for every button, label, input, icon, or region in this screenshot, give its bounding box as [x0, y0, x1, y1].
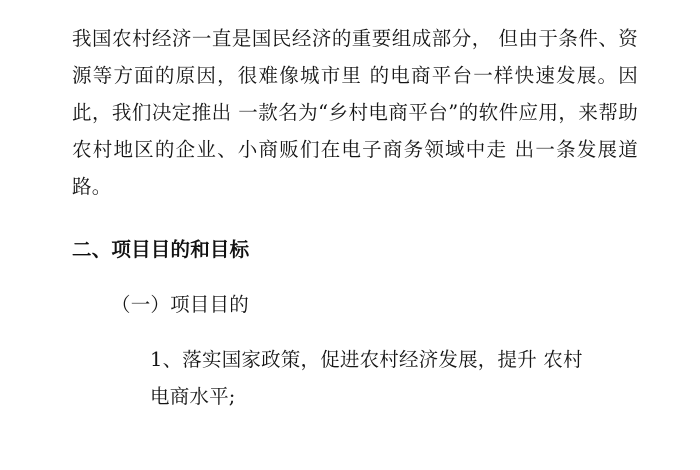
- sub-heading-spacer: [72, 323, 638, 341]
- section-heading: 二、项目目的和目标: [72, 238, 250, 261]
- sub-section-heading: （一）项目目的: [111, 293, 249, 316]
- paragraph-spacer: [72, 205, 638, 231]
- document-body: [72, 20, 638, 415]
- intro-paragraph: 我国农村经济一直是国民经济的重要组成部分， 但由于条件、资源等方面的原因，很难像城市里 的电商平台一样快速发展。因此，我们决定推出 一款名为“乡村电商平台”的软件应用，来帮助 农村地区的企业、小商贩们在电子商务领域中走 出一条发展道路。: [72, 27, 638, 198]
- list-item: 1、落实国家政策，促进农村经济发展，提升 农村: [150, 348, 583, 371]
- list-item: 电商水平;: [150, 385, 236, 408]
- heading-spacer: [72, 268, 638, 286]
